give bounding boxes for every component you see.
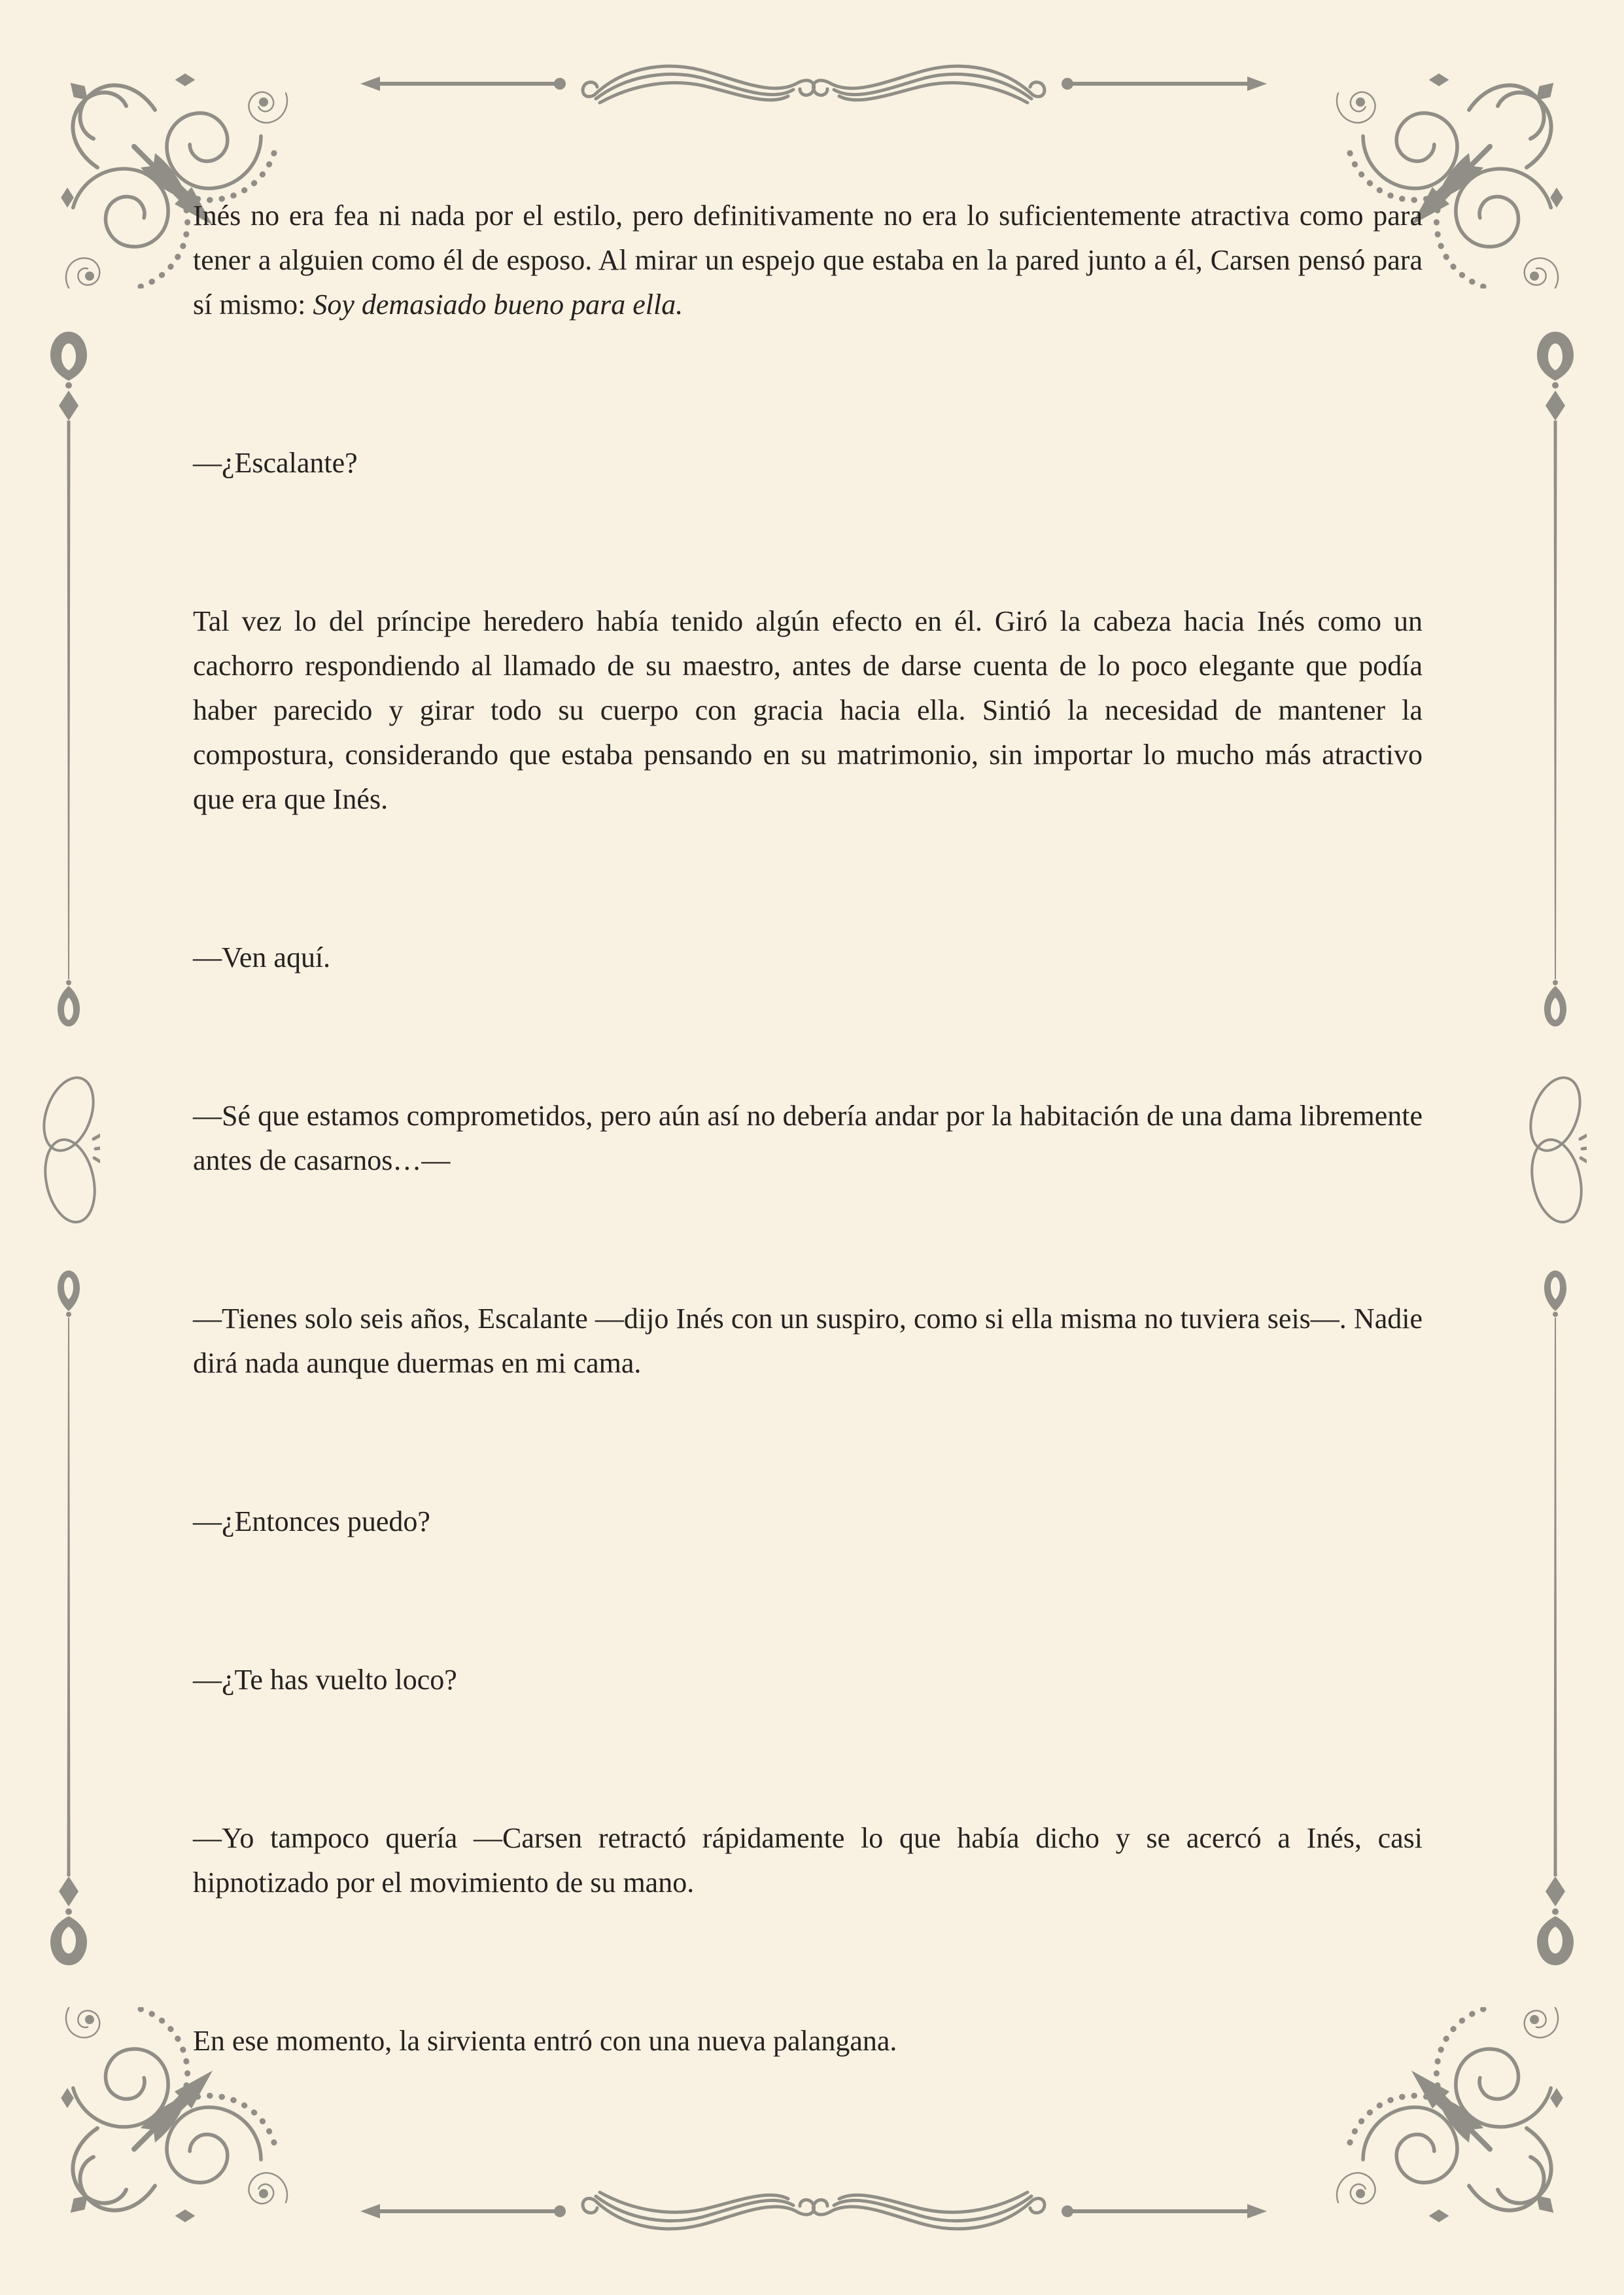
story-paragraph: —¿Te has vuelto loco? [193,1664,457,1696]
inner-thought-italic: Soy demasiado bueno para ella. [313,289,683,321]
story-paragraph: —¿Escalante? [193,447,358,479]
story-paragraph [193,194,1423,327]
story-paragraph: Tal vez lo del príncipe heredero había tenido algún efecto en él. Giró la cabeza hacia Inés como un cachorro respondiendo al llamado de su maestro, antes de darse cuenta de lo poco elegante que podía haber parecido y girar todo su cuerpo con gracia hacia ella. Sintió la necesidad de mantener la compostura, considerando que estaba pensando en su matrimonio, sin importar lo mucho más atractivo que era que Inés. [193,605,1423,815]
figure-eight-flourish-left-icon [37,1071,100,1231]
divider-top-icon [359,59,1268,109]
story-text [193,194,1423,2177]
story-paragraph: —Tienes solo seis años, Escalante —dijo Inés con un suspiro, como si ella misma no tuviera seis—. Nadie dirá nada aunque duermas en mi cama. [193,1303,1423,1379]
story-paragraph: —Yo tampoco quería —Carsen retractó rápidamente lo que había dicho y se acercó a Inés, casi hipnotizado por el movimiento de su mano. [193,1822,1423,1899]
paragraph-text: Inés no era fea ni nada por el estilo, pero definitivamente no era lo suficientemente atractiva como para tener a alguien como él de esposo. Al mirar un espejo que estaba en la pared junto a él, Carsen pensó para sí mismo: [193,200,1423,321]
story-paragraph: —Sé que estamos comprometidos, pero aún así no debería andar por la habitación de una dama libremente antes de casarnos…— [193,1100,1423,1176]
pin-ornament-left-top-icon [48,329,90,1029]
figure-eight-flourish-right-icon [1524,1071,1587,1231]
divider-bottom-icon [359,2186,1268,2236]
story-paragraph: —¿Entonces puedo? [193,1505,430,1537]
pin-ornament-right-top-icon [1534,329,1576,1029]
story-paragraph: En ese momento, la sirvienta entró con una nueva palangana. [193,2025,897,2057]
pin-ornament-right-bottom-icon [1534,1268,1576,1968]
story-paragraph: —Ven aquí. [193,941,331,973]
pin-ornament-left-bottom-icon [48,1268,90,1968]
